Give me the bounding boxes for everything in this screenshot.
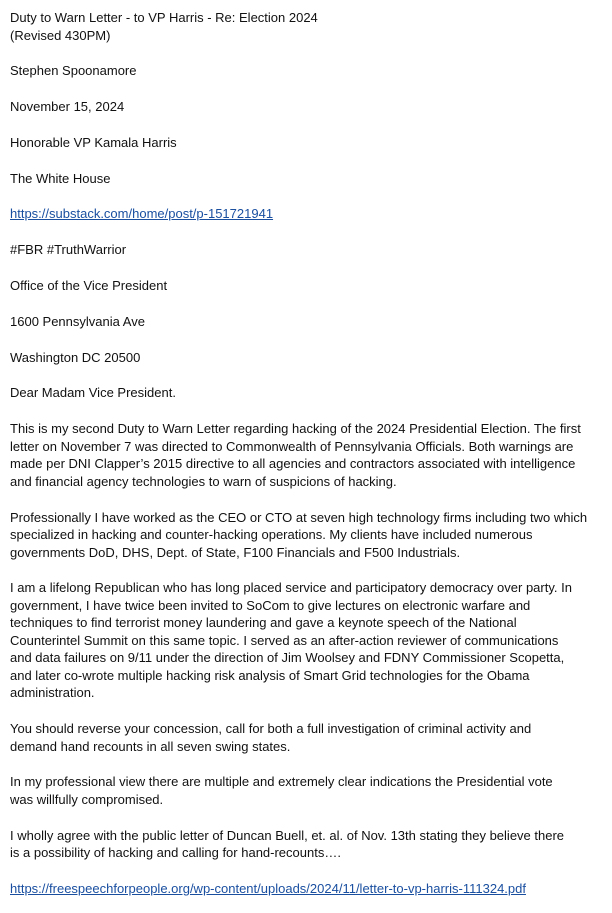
paragraph-line: letter on November 7 was directed to Commonwealth of Pennsylvania Officials. Both warnings are xyxy=(10,438,574,454)
recipient-org: The White House xyxy=(10,170,111,186)
paragraph-line: specialized in hacking and counter-hacking operations. My clients have included numerous xyxy=(10,527,533,543)
paragraph-line: is a possibility of hacking and calling for hand-recounts…. xyxy=(10,845,341,861)
paragraph-line: Counterintel Summit on this same topic. I served as an after-action reviewer of communications xyxy=(10,632,559,648)
paragraph-line: This is my second Duty to Warn Letter regarding hacking of the 2024 Presidential Election. The first xyxy=(10,421,581,437)
paragraph-professional-background xyxy=(10,509,604,562)
paragraph-line: and financial agency technologies to warn of suspicions of hacking. xyxy=(10,473,397,489)
paragraph-line: and later co-wrote multiple hacking risk analysis of Smart Grid technologies for the Obama xyxy=(10,667,530,683)
paragraph-professional-view xyxy=(10,773,604,808)
office-line: Office of the Vice President xyxy=(10,278,168,294)
recipient-name: Honorable VP Kamala Harris xyxy=(10,134,177,150)
author-name: Stephen Spoonamore xyxy=(10,63,137,79)
paragraph-line: demand hand recounts in all seven swing states. xyxy=(10,738,291,754)
paragraph-line: made per DNI Clapper’s 2015 directive to all agencies and contractors associated with intelligence xyxy=(10,456,576,472)
paragraph-line: Professionally I have worked as the CEO or CTO at seven high technology firms including two which xyxy=(10,509,588,525)
revision-note: (Revised 430PM) xyxy=(10,27,111,43)
public-letter-pdf-link[interactable]: https://freespeechforpeople.org/wp-content/uploads/2024/11/letter-to-vp-harris-111324.pdf xyxy=(10,881,526,897)
paragraph-recommendation xyxy=(10,720,604,755)
city-line: Washington DC 20500 xyxy=(10,349,141,365)
letter-title: Duty to Warn Letter - to VP Harris - Re: Election 2024 xyxy=(10,10,318,25)
substack-link[interactable]: https://substack.com/home/post/p-151721941 xyxy=(10,206,274,222)
letter-date: November 15, 2024 xyxy=(10,99,125,115)
paragraph-line: and data failures on 9/11 under the direction of Jim Woolsey and FDNY Commissioner Scopetta, xyxy=(10,650,565,666)
paragraph-government-service xyxy=(10,579,604,702)
paragraph-second-warning xyxy=(10,420,604,490)
paragraph-line: You should reverse your concession, call for both a full investigation of criminal activity and xyxy=(10,721,532,737)
paragraph-line: In my professional view there are multiple and extremely clear indications the Presidential vote xyxy=(10,774,553,790)
paragraph-line: was willfully compromised. xyxy=(10,791,164,807)
salutation: Dear Madam Vice President. xyxy=(10,385,176,401)
paragraph-line: I am a lifelong Republican who has long placed service and participatory democracy over party. In xyxy=(10,580,572,596)
paragraph-agreement xyxy=(10,827,604,862)
paragraph-line: governments DoD, DHS, Dept. of State, F100 Financials and F500 Industrials. xyxy=(10,544,461,560)
paragraph-line: government, I have twice been invited to SoCom to give lectures on electronic warfare and xyxy=(10,597,531,613)
hashtags: #FBR #TruthWarrior xyxy=(10,242,127,258)
paragraph-line: I wholly agree with the public letter of Duncan Buell, et. al. of Nov. 13th stating they believe there xyxy=(10,827,565,843)
paragraph-line: administration. xyxy=(10,685,95,701)
street-address: 1600 Pennsylvania Ave xyxy=(10,313,145,329)
paragraph-line: techniques to find terrorist money laundering and gave a keynote speech of the National xyxy=(10,615,517,631)
